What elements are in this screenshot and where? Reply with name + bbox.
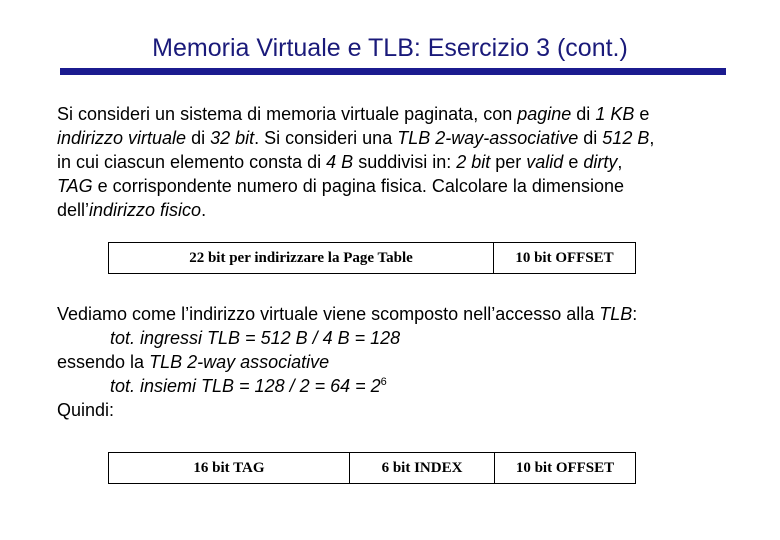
text: tot. ingressi TLB = 512 B / 4 B = 128 <box>110 328 401 348</box>
text: suddivisi in: <box>353 152 457 172</box>
analysis-line-5: Quindi: <box>57 400 115 420</box>
problem-line-3 <box>57 150 737 174</box>
problem-statement <box>57 102 737 222</box>
analysis-line-1 <box>57 302 747 326</box>
text: TLB <box>599 304 633 324</box>
tlb-address-layout <box>108 452 636 484</box>
text: Vediamo come l’indirizzo virtuale viene scomposto nell’accesso alla <box>57 304 600 324</box>
tag-field: 16 bit TAG <box>193 459 265 476</box>
text: e <box>634 104 650 124</box>
analysis-line-2 <box>57 326 747 350</box>
text: dirty <box>583 152 618 172</box>
text: . Si consideri una <box>254 128 398 148</box>
text: TAG <box>57 176 93 196</box>
text: tot. insiemi TLB = 128 / 2 = 64 = 2 <box>110 376 381 396</box>
text: , <box>649 128 655 148</box>
text: TLB 2-way associative <box>149 352 330 372</box>
text: essendo la <box>57 352 150 372</box>
text: e <box>563 152 584 172</box>
index-field: 6 bit INDEX <box>349 453 494 483</box>
text: indirizzo fisico <box>89 200 202 220</box>
page-table-index-field: 22 bit per indirizzare la Page Table <box>189 249 413 266</box>
offset-field: 10 bit OFFSET <box>493 243 635 273</box>
text: TLB 2-way-associative <box>397 128 579 148</box>
text: 512 B <box>602 128 650 148</box>
text: indirizzo virtuale <box>57 128 187 148</box>
text: di <box>571 104 596 124</box>
analysis-line-3 <box>57 350 747 374</box>
text: dell’ <box>57 200 90 220</box>
problem-line-2 <box>57 126 737 150</box>
text: valid <box>526 152 564 172</box>
text: di <box>186 128 211 148</box>
text: 1 KB <box>595 104 635 124</box>
title-underline <box>60 68 726 75</box>
tlb-analysis <box>57 302 747 422</box>
analysis-line-4 <box>57 374 747 398</box>
text: , <box>617 152 623 172</box>
text: . <box>201 200 207 220</box>
text: di <box>578 128 603 148</box>
text: 4 B <box>326 152 354 172</box>
exponent: 6 <box>380 376 387 388</box>
text: 32 bit <box>210 128 255 148</box>
text: pagine <box>517 104 572 124</box>
offset-field: 10 bit OFFSET <box>494 453 635 483</box>
problem-line-5 <box>57 198 737 222</box>
problem-line-4 <box>57 174 737 198</box>
slide-title: Memoria Virtuale e TLB: Esercizio 3 (cont.) <box>152 34 628 62</box>
text: 2 bit <box>456 152 491 172</box>
text: in cui ciascun elemento consta di <box>57 152 327 172</box>
text: per <box>490 152 527 172</box>
text: Si consideri un sistema di memoria virtuale paginata, con <box>57 104 518 124</box>
text: : <box>632 304 638 324</box>
virtual-address-layout <box>108 242 636 274</box>
text: e corrispondente numero di pagina fisica. Calcolare la dimensione <box>92 176 624 196</box>
problem-line-1 <box>57 102 737 126</box>
